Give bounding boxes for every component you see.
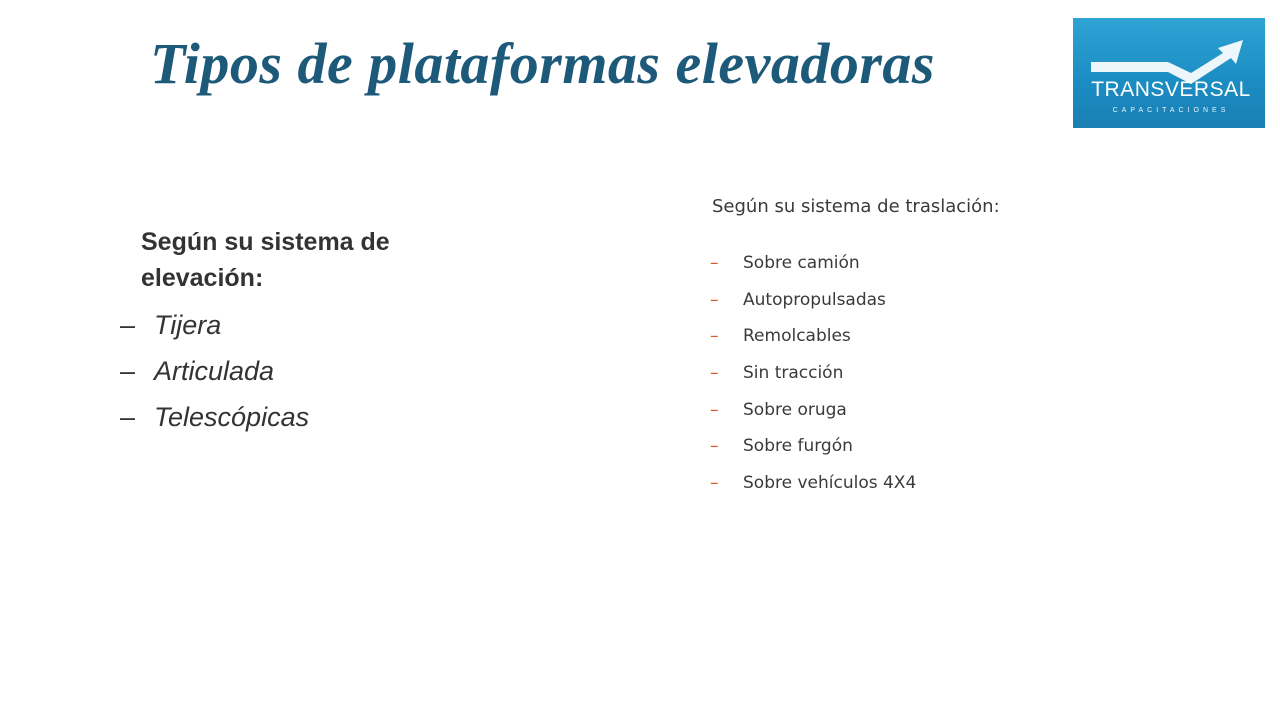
list-item	[120, 351, 309, 397]
list-item-label: Telescópicas	[154, 402, 310, 432]
list-item-label: Autopropulsadas	[743, 289, 886, 310]
list-item	[710, 321, 916, 358]
elevation-heading: Según su sistema de elevación:	[141, 228, 390, 292]
list-item	[710, 285, 916, 322]
dash-marker: –	[120, 310, 136, 340]
list-item	[710, 358, 916, 395]
list-item-label: Sobre vehículos 4X4	[743, 473, 917, 494]
translation-heading-label: Según su sistema de traslación:	[712, 196, 1000, 217]
list-item-label: Sobre furgón	[743, 436, 853, 457]
list-item	[710, 395, 916, 432]
dash-marker: –	[120, 402, 136, 432]
slide-title: Tipos de plataformas elevadoras	[150, 31, 935, 96]
list-item	[710, 248, 916, 285]
list-item	[120, 397, 309, 443]
list-item	[710, 468, 916, 505]
dash-marker: –	[120, 356, 136, 386]
logo-subtext: CAPACITACIONES	[1112, 107, 1230, 114]
list-item	[710, 431, 916, 468]
dash-marker: –	[710, 399, 719, 420]
dash-marker: –	[710, 363, 719, 384]
dash-marker: –	[710, 473, 719, 494]
list-item-label: Sobre oruga	[743, 399, 847, 420]
transversal-logo	[1073, 18, 1265, 128]
elevation-list	[120, 305, 309, 443]
list-item-label: Remolcables	[743, 326, 851, 347]
list-item-label: Sin tracción	[743, 363, 844, 384]
list-item	[120, 305, 309, 351]
list-item-label: Sobre camión	[743, 253, 860, 273]
dash-marker: –	[710, 326, 719, 347]
list-item-label: Articulada	[154, 356, 275, 386]
list-item-label: Tijera	[154, 310, 222, 340]
translation-list	[710, 248, 916, 505]
translation-heading	[710, 196, 1000, 217]
dash-marker: –	[710, 436, 719, 457]
dash-marker: –	[710, 253, 719, 273]
dash-marker: –	[710, 289, 719, 310]
logo-text: TRANSVERSAL	[1091, 78, 1251, 101]
